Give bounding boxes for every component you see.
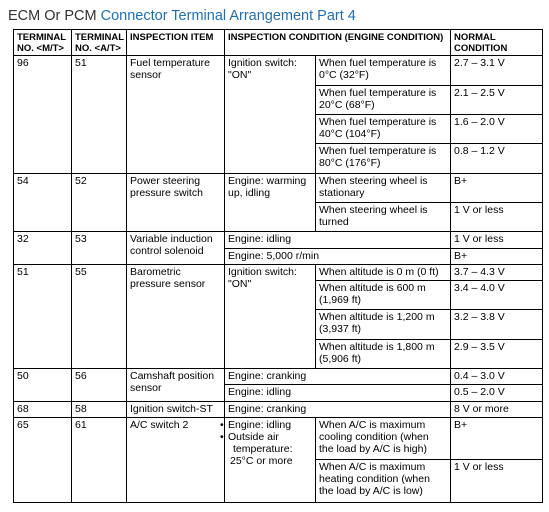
header-row bbox=[14, 30, 543, 56]
inspection-item-cell: Barometric pressure sensor bbox=[127, 264, 225, 368]
sub-condition-cell: When fuel temperature is 80°C (176°F) bbox=[316, 144, 451, 173]
inspection-item-cell: Camshaft position sensor bbox=[127, 369, 225, 401]
page-title bbox=[8, 6, 356, 26]
table-row bbox=[14, 173, 543, 202]
table-row bbox=[14, 264, 543, 280]
normal-condition-cell: 3.7 – 4.3 V bbox=[451, 264, 543, 280]
sub-condition-cell: When fuel temperature is 20°C (68°F) bbox=[316, 85, 451, 114]
terminal-at-cell: 52 bbox=[72, 173, 127, 232]
sub-condition-cell: When steering wheel is stationary bbox=[316, 173, 451, 202]
title-link[interactable]: Connector Terminal Arrangement Part 4 bbox=[100, 8, 356, 24]
terminal-at-cell: 53 bbox=[72, 232, 127, 264]
sub-condition-cell: When steering wheel is turned bbox=[316, 203, 451, 232]
normal-condition-cell: B+ bbox=[451, 248, 543, 264]
inspection-item-cell: Ignition switch-ST bbox=[127, 401, 225, 417]
normal-condition-cell: 0.4 – 3.0 V bbox=[451, 369, 543, 385]
terminal-at-cell: 55 bbox=[72, 264, 127, 368]
sub-condition-cell: When altitude is 0 m (0 ft) bbox=[316, 264, 451, 280]
condition-cell: Engine: idling bbox=[225, 385, 451, 401]
normal-condition-cell: 8 V or more bbox=[451, 401, 543, 417]
condition-cell: Engine: idling bbox=[225, 232, 451, 248]
sub-condition-cell: When A/C is maximum cooling condition (when the load by A/C is high) bbox=[316, 417, 451, 460]
table-row bbox=[14, 417, 543, 460]
condition-cell: Engine: cranking bbox=[225, 401, 451, 417]
title-prefix: ECM Or PCM bbox=[8, 8, 97, 24]
normal-condition-cell: 2.9 – 3.5 V bbox=[451, 339, 543, 368]
condition-cell: Ignition switch: "ON" bbox=[225, 264, 316, 368]
inspection-item-cell: A/C switch 2 bbox=[127, 417, 225, 502]
header-inspection-item: INSPECTION ITEM bbox=[127, 30, 225, 56]
normal-condition-cell: B+ bbox=[451, 417, 543, 460]
condition-cell: Engine: 5,000 r/min bbox=[225, 248, 451, 264]
sub-condition-cell: When altitude is 1,800 m (5,906 ft) bbox=[316, 339, 451, 368]
inspection-item-cell: Variable induction control solenoid bbox=[127, 232, 225, 264]
condition-cell: Engine: cranking bbox=[225, 369, 451, 385]
sub-condition-cell: When fuel temperature is 0°C (32°F) bbox=[316, 56, 451, 85]
table-row bbox=[14, 232, 543, 248]
condition-cell: Ignition switch: "ON" bbox=[225, 56, 316, 173]
normal-condition-cell: 0.8 – 1.2 V bbox=[451, 144, 543, 173]
condition-cell: • Engine: idling • Outside air temperature: 25°C or more bbox=[225, 417, 316, 502]
header-terminal-mt: TERMINAL NO. <M/T> bbox=[14, 30, 72, 56]
table-row bbox=[14, 369, 543, 385]
terminal-mt-cell: 51 bbox=[14, 264, 72, 368]
terminal-at-cell: 51 bbox=[72, 56, 127, 173]
sub-condition-cell: When altitude is 1,200 m (3,937 ft) bbox=[316, 310, 451, 339]
normal-condition-cell: 2.7 – 3.1 V bbox=[451, 56, 543, 85]
terminal-at-cell: 58 bbox=[72, 401, 127, 417]
header-normal-condition: NORMAL CONDITION bbox=[451, 30, 543, 56]
normal-condition-cell: 1.6 – 2.0 V bbox=[451, 115, 543, 144]
terminal-mt-cell: 54 bbox=[14, 173, 72, 232]
terminal-mt-cell: 68 bbox=[14, 401, 72, 417]
terminal-mt-cell: 32 bbox=[14, 232, 72, 264]
terminal-at-cell: 56 bbox=[72, 369, 127, 401]
terminal-mt-cell: 65 bbox=[14, 417, 72, 502]
normal-condition-cell: 1 V or less bbox=[451, 460, 543, 503]
header-terminal-at: TERMINAL NO. <A/T> bbox=[72, 30, 127, 56]
inspection-item-cell: Power steering pressure switch bbox=[127, 173, 225, 232]
table-row bbox=[14, 401, 543, 417]
normal-condition-cell: 3.2 – 3.8 V bbox=[451, 310, 543, 339]
condition-cell: Engine: warming up, idling bbox=[225, 173, 316, 232]
sub-condition-cell: When altitude is 600 m (1,969 ft) bbox=[316, 281, 451, 310]
terminal-mt-cell: 96 bbox=[14, 56, 72, 173]
table-row bbox=[14, 56, 543, 85]
inspection-item-cell: Fuel temperature sensor bbox=[127, 56, 225, 173]
normal-condition-cell: 2.1 – 2.5 V bbox=[451, 85, 543, 114]
sub-condition-cell: When A/C is maximum heating condition (when the load by A/C is low) bbox=[316, 460, 451, 503]
normal-condition-cell: 1 V or less bbox=[451, 232, 543, 248]
normal-condition-cell: 3.4 – 4.0 V bbox=[451, 281, 543, 310]
terminal-mt-cell: 50 bbox=[14, 369, 72, 401]
header-inspection-condition: INSPECTION CONDITION (ENGINE CONDITION) bbox=[225, 30, 451, 56]
normal-condition-cell: B+ bbox=[451, 173, 543, 202]
normal-condition-cell: 0.5 – 2.0 V bbox=[451, 385, 543, 401]
terminal-table bbox=[13, 29, 543, 503]
sub-condition-cell: When fuel temperature is 40°C (104°F) bbox=[316, 115, 451, 144]
terminal-at-cell: 61 bbox=[72, 417, 127, 502]
normal-condition-cell: 1 V or less bbox=[451, 203, 543, 232]
